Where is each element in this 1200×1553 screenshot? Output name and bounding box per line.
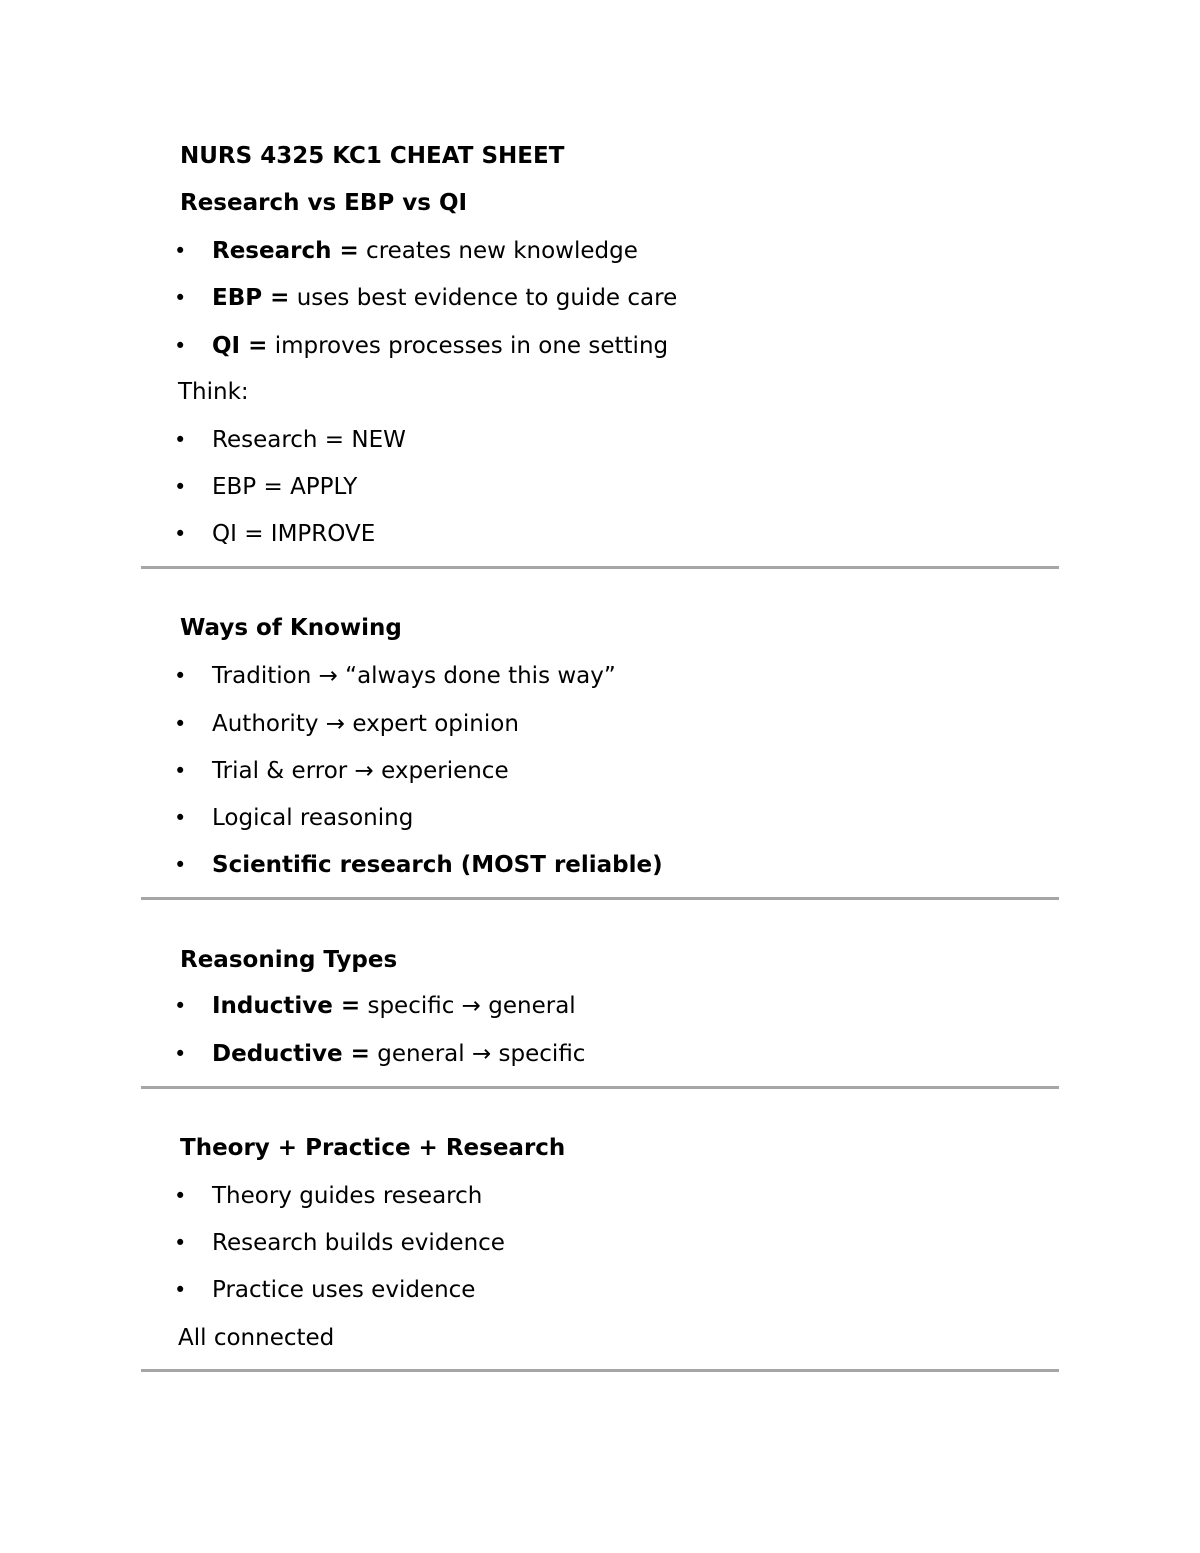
bullet-icon: • — [174, 428, 187, 452]
term-definition: uses best evidence to guide care — [289, 285, 678, 311]
horizontal-divider — [141, 1086, 1059, 1089]
term-definition: general → specific — [369, 1041, 586, 1067]
bullet-icon: • — [174, 1184, 187, 1208]
list-item — [212, 991, 576, 1021]
list-item: QI = IMPROVE — [212, 521, 376, 547]
list-item: Logical reasoning — [212, 805, 414, 831]
list-item: Trial & error → experience — [212, 758, 509, 784]
bullet-icon: • — [174, 712, 187, 736]
list-item: Theory guides research — [212, 1183, 483, 1209]
horizontal-divider — [141, 1369, 1059, 1372]
term-label: Inductive = — [212, 993, 361, 1019]
section-heading-ways-of-knowing: Ways of Knowing — [180, 615, 402, 641]
bullet-icon: • — [174, 806, 187, 830]
bullet-icon: • — [174, 994, 187, 1018]
term-label: EBP = — [212, 285, 290, 311]
list-item: Scientific research (MOST reliable) — [212, 852, 663, 878]
list-item — [212, 236, 638, 266]
bullet-icon: • — [174, 664, 187, 688]
bullet-icon: • — [174, 853, 187, 877]
horizontal-divider — [141, 566, 1059, 569]
list-item: Research = NEW — [212, 427, 406, 453]
bullet-icon: • — [174, 475, 187, 499]
bullet-icon: • — [174, 1278, 187, 1302]
bullet-icon: • — [174, 1231, 187, 1255]
horizontal-divider — [141, 897, 1059, 900]
list-item: Research builds evidence — [212, 1230, 505, 1256]
term-label: Deductive = — [212, 1041, 370, 1067]
term-label: Research = — [212, 238, 359, 264]
term-definition: improves processes in one setting — [267, 333, 669, 359]
term-definition: specific → general — [360, 993, 576, 1019]
list-item: Tradition → “always done this way” — [212, 663, 616, 689]
term-definition: creates new knowledge — [358, 238, 638, 264]
list-item — [212, 283, 677, 313]
list-item — [212, 1039, 585, 1069]
think-label: Think: — [178, 379, 249, 405]
bullet-icon: • — [174, 759, 187, 783]
list-item: Practice uses evidence — [212, 1277, 476, 1303]
bullet-icon: • — [174, 334, 187, 358]
bullet-icon: • — [174, 522, 187, 546]
section-heading-research-ebp-qi: Research vs EBP vs QI — [180, 190, 468, 216]
closing-note: All connected — [178, 1325, 335, 1351]
section-heading-theory-practice-research: Theory + Practice + Research — [180, 1135, 566, 1161]
term-label: QI = — [212, 333, 268, 359]
document-title: NURS 4325 KC1 CHEAT SHEET — [180, 143, 565, 169]
list-item: EBP = APPLY — [212, 474, 358, 500]
bullet-icon: • — [174, 239, 187, 263]
section-heading-reasoning-types: Reasoning Types — [180, 947, 398, 973]
list-item — [212, 331, 668, 361]
bullet-icon: • — [174, 286, 187, 310]
bullet-icon: • — [174, 1042, 187, 1066]
list-item: Authority → expert opinion — [212, 711, 519, 737]
